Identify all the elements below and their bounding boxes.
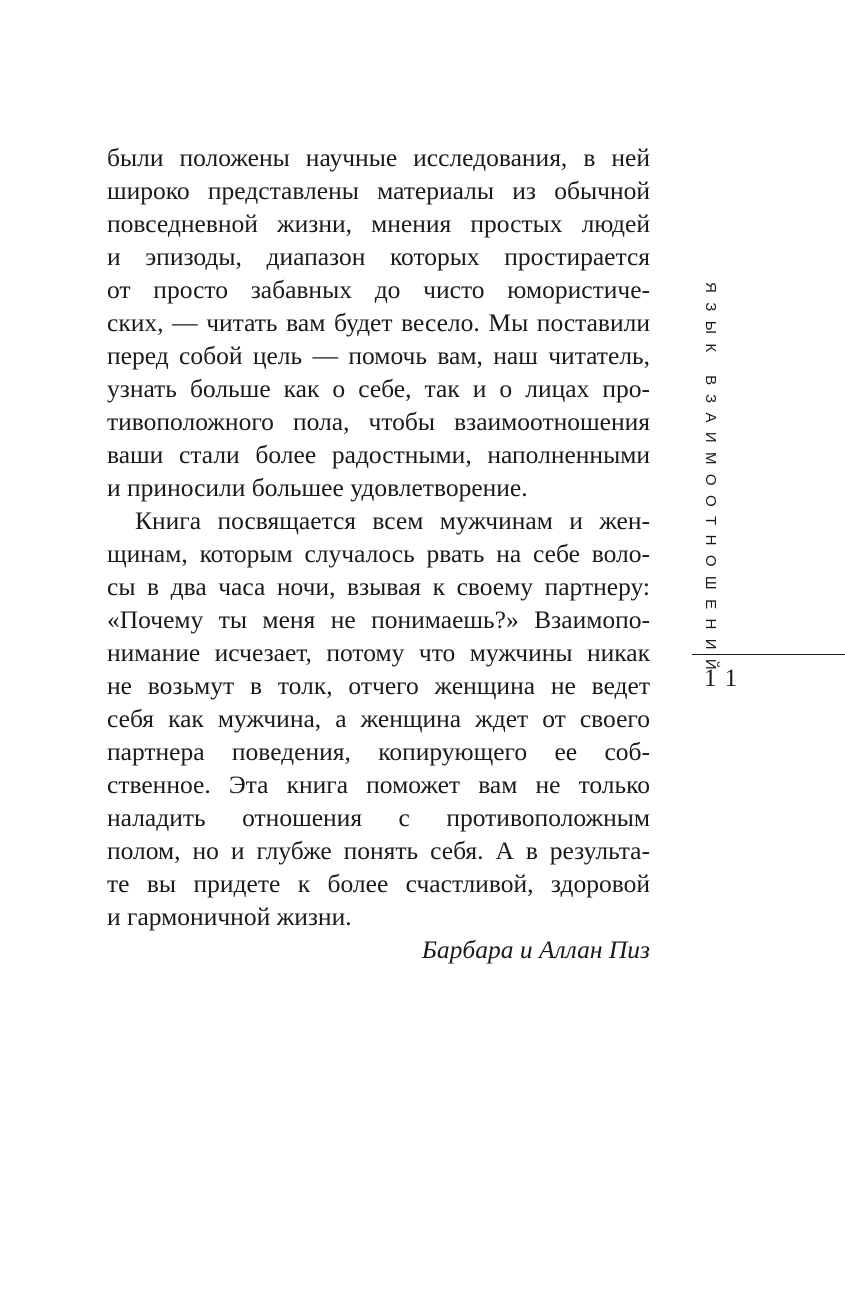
text-line: полом, но и глубже понять себя. А в результа- [107, 836, 650, 865]
body-text [107, 141, 650, 966]
text-line: ских, — читать вам будет весело. Мы поставили [107, 308, 650, 337]
running-head: ЯЗЫК ВЗАИМООТНОШЕНИЙ [702, 282, 719, 680]
text-line: от просто забавных до чисто юмористиче- [107, 275, 650, 304]
text-line: щинам, которым случалось рвать на себе воло- [107, 539, 650, 568]
text-line: нимание исчезает, потому что мужчины никак [107, 638, 650, 667]
text-line: себя как мужчина, а женщина ждет от своего [107, 704, 650, 733]
text-line: партнера поведения, копирующего ее соб- [107, 737, 650, 766]
text-line: те вы придете к более счастливой, здоровой [107, 869, 650, 898]
text-line: тивоположного пола, чтобы взаимоотношения [107, 407, 650, 436]
text-line: «Почему ты меня не понимаешь?» Взаимопо- [107, 605, 650, 634]
text-line: были положены научные исследования, в ней [107, 143, 650, 172]
text-line: Книга посвящается всем мужчинам и жен- [135, 506, 650, 535]
author-signature: Барбара и Аллан Пиз [421, 935, 650, 964]
text-line: и приносили большее удовлетворение. [107, 473, 528, 502]
text-line: сы в два часа ночи, взывая к своему партнеру: [107, 572, 650, 601]
text-line: повседневной жизни, мнения простых людей [107, 209, 650, 238]
text-line: и гармоничной жизни. [107, 902, 352, 931]
folio-rule [692, 654, 845, 655]
text-line: и эпизоды, диапазон которых простирается [107, 242, 650, 271]
page-number: 11 [704, 665, 747, 692]
text-line: наладить отношения с противоположным [107, 803, 650, 832]
text-line: ваши стали более радостными, наполненными [107, 440, 650, 469]
text-line: узнать больше как о себе, так и о лицах про- [107, 374, 650, 403]
text-line: перед собой цель — помочь вам, наш читатель, [107, 341, 650, 370]
text-line: ственное. Эта книга поможет вам не только [107, 770, 650, 799]
text-line: широко представлены материалы из обычной [107, 176, 650, 205]
text-line: не возьмут в толк, отчего женщина не ведет [107, 671, 650, 700]
